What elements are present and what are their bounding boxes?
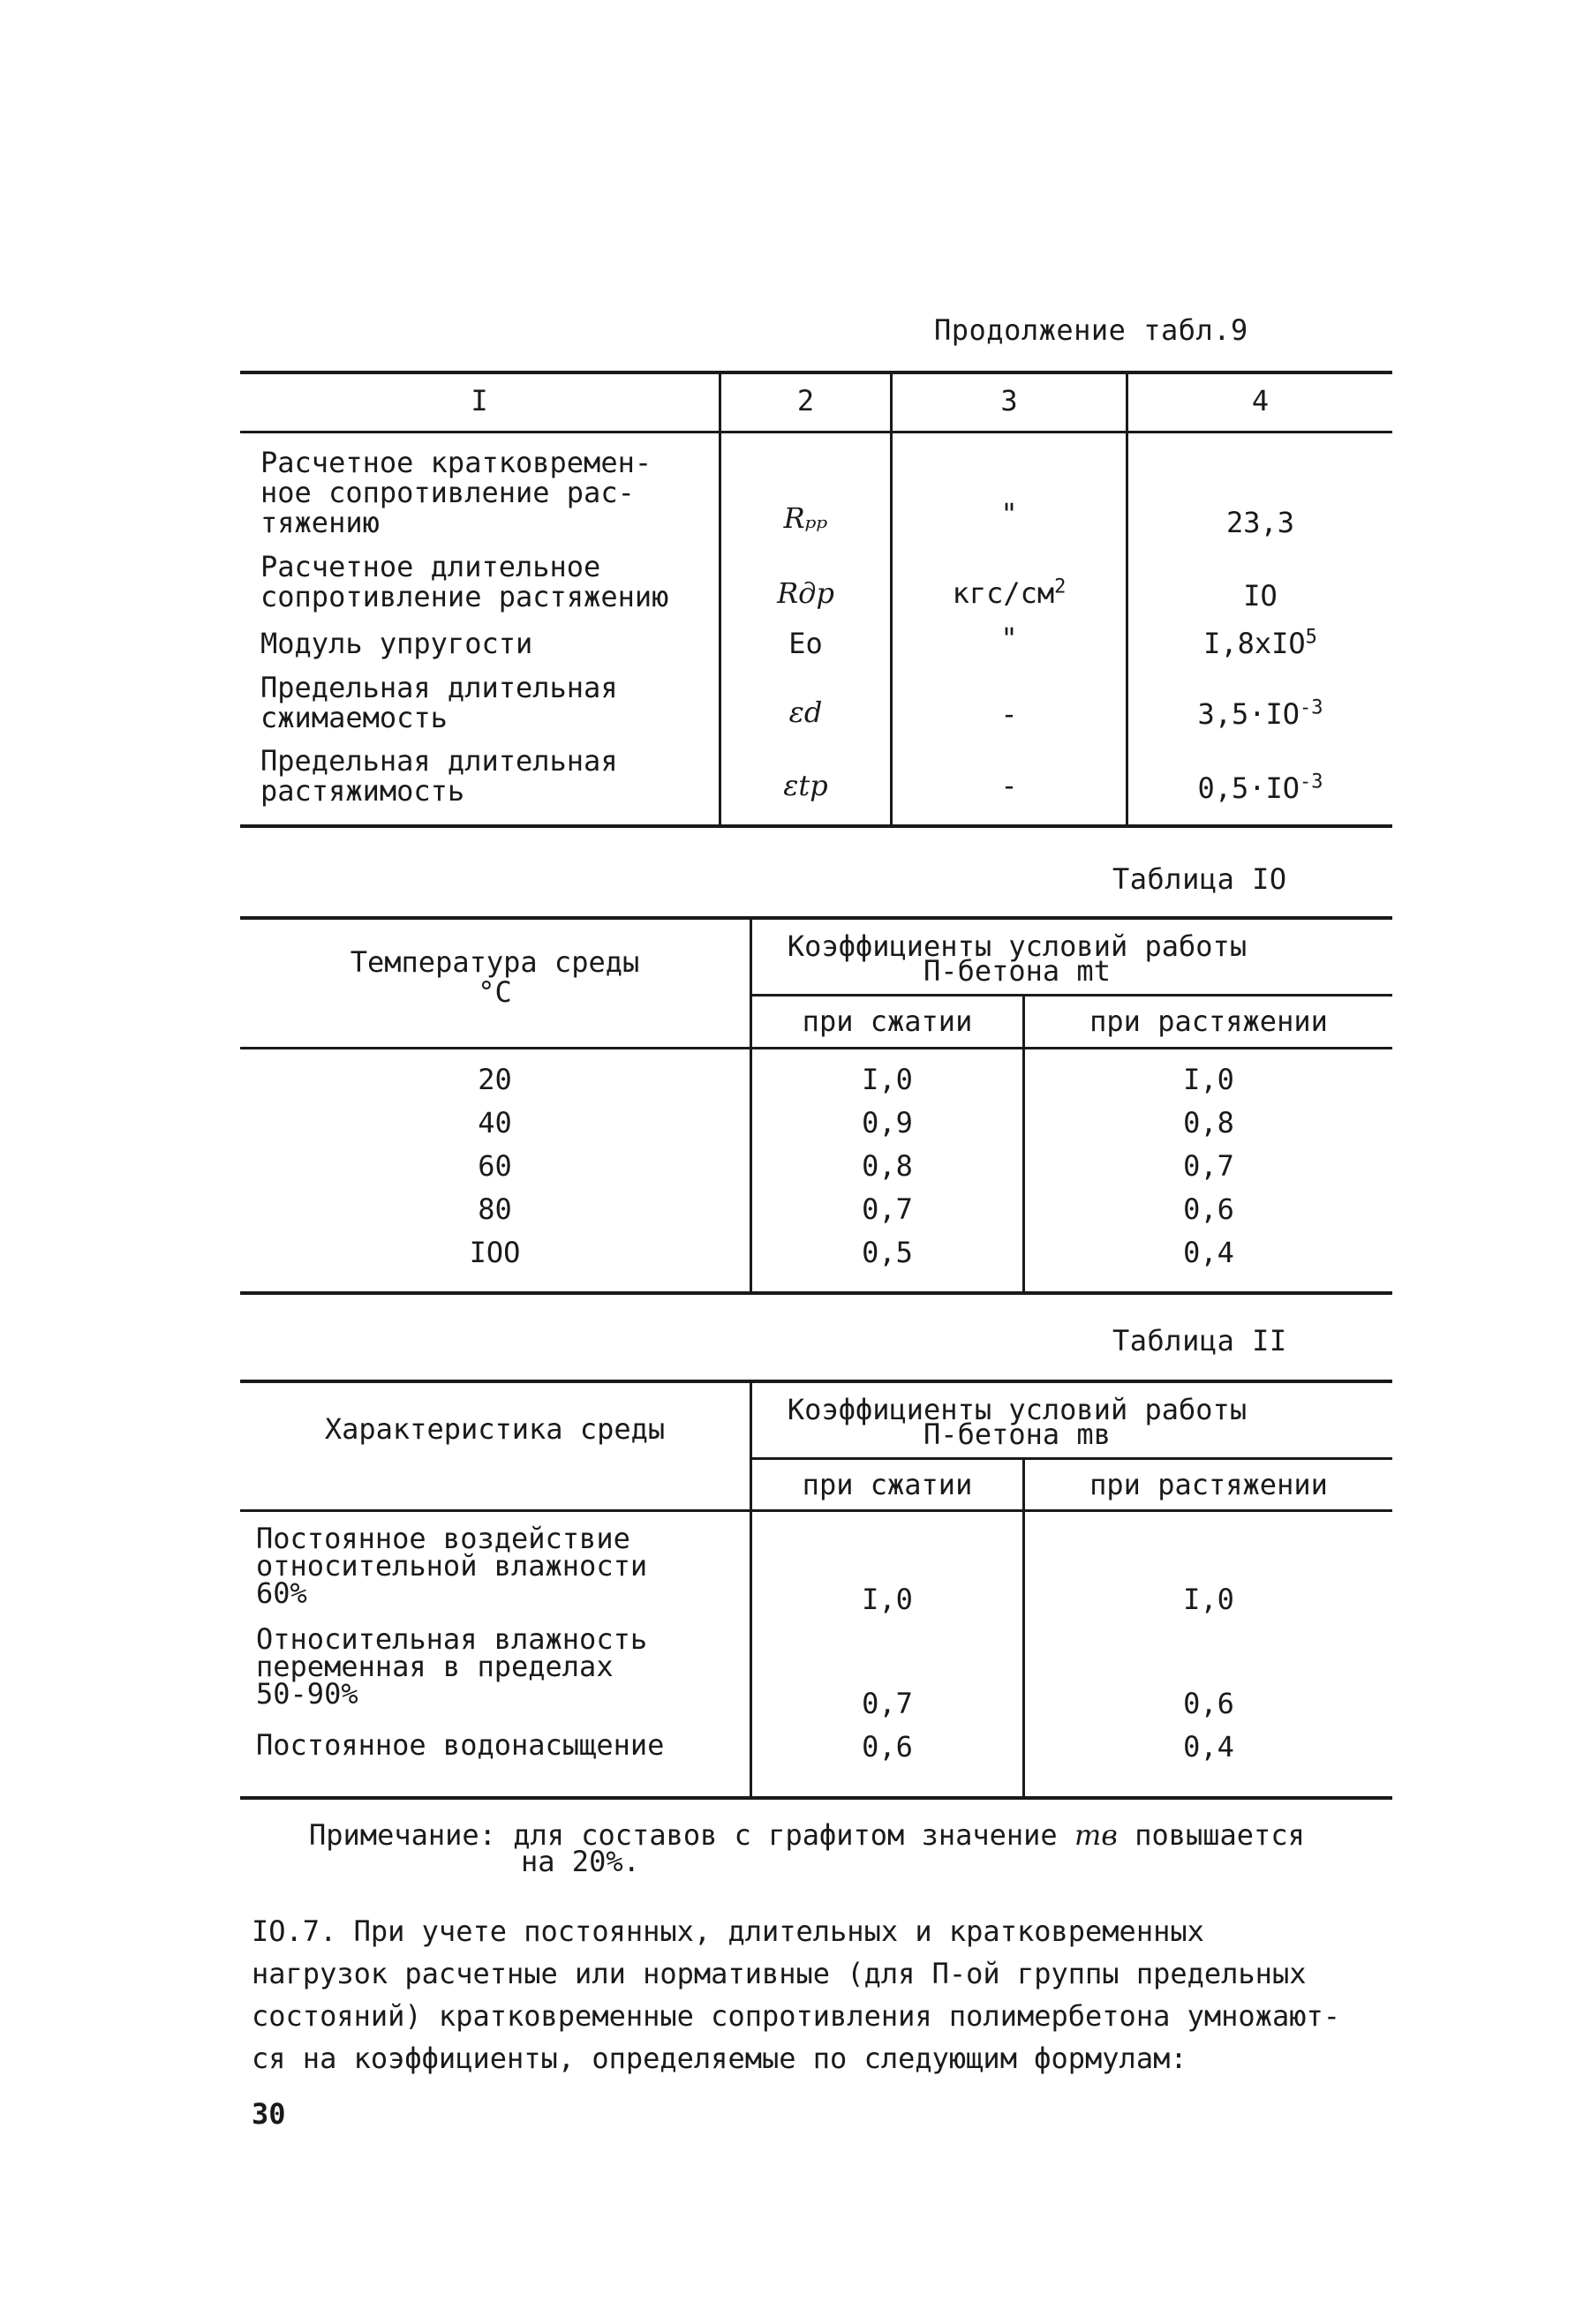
table9-row-value: 23,3 [1225,506,1295,539]
table11-top-rule [240,1380,1392,1383]
note-text-end: повышается [1134,1818,1305,1852]
note-label: Примечание: [309,1818,496,1852]
table10-compression: I,0 [862,1063,913,1096]
table9-top-rule [240,371,1392,374]
table10-header-rule [240,1047,1392,1049]
table10-temp: 60 [478,1149,512,1183]
table10-subheader-compression: при сжатии [802,1004,973,1038]
table9-row-symbol: Eo [788,627,823,660]
table10-compression: 0,8 [862,1149,913,1183]
table10-header-temperature: Температура среды °C [350,945,640,1009]
table10-compression: 0,9 [862,1106,913,1139]
table10-compression: 0,5 [862,1236,913,1269]
body-paragraph: IO.7. При учете постоянных, длительных и кратковременных нагрузок расчетные или нормативные (для П-ой группы предельных состояний) кратковременные сопротивления полимербетона умножают- ся на коэффициенты, определяемые по следующим формулам: [252,1914,1340,2075]
table9-caption: Продолжение табл.9 [934,313,1248,347]
table9-row-symbol: Rₚₚ [783,501,828,535]
table9-row-unit: - [1000,769,1018,802]
table9-row-unit: - [1000,697,1018,731]
table11-bottom-rule [240,1796,1392,1800]
table11-caption: Таблица II [1112,1324,1287,1358]
table11-subheader-rule [751,1457,1392,1460]
table11-tension: 0,4 [1183,1730,1234,1764]
table10-tension: 0,4 [1183,1236,1234,1269]
table11-subheader-tension: при растяжении [1089,1468,1328,1501]
note-text: для составов с графитом значение [513,1818,1058,1852]
table11-header-group: Коэффициенты условий работы П-бетона mв [787,1393,1248,1451]
table9-bottom-rule [240,824,1392,828]
table11-compression: 0,7 [862,1687,913,1720]
table11-subheader-compression: при сжатии [802,1468,973,1501]
table9-row-value: $0,5\cdot IO^{-3}$ [1197,771,1323,805]
table9-header-cell: 2 [796,384,815,417]
table10-caption: Таблица IO [1112,862,1287,896]
table10-subheader-rule [751,994,1392,997]
page-number: 30 [252,2097,286,2131]
table9-row-value: $3,5\cdot IO^{-3}$ [1197,696,1323,731]
table9-row-value: IO [1243,579,1278,613]
table10-compression: 0,7 [862,1192,913,1226]
table9-row-symbol: εtp [783,769,828,802]
table10-tension: 0,6 [1183,1192,1234,1226]
table9-header-cell: 3 [1000,384,1018,417]
table11-tension: 0,6 [1183,1687,1234,1720]
table9-row-name: Предельная длительная растяжимость [260,744,618,808]
table11-compression: 0,6 [862,1730,913,1764]
table11-header-rule [240,1509,1392,1512]
table9-row-value: I,8xIO$^5$ [1203,626,1317,660]
table10-tension: I,0 [1183,1063,1234,1096]
table11-row-name: Относительная влажность переменная в пределах 50-90% [256,1622,648,1711]
table9-row-unit: " [1000,621,1018,655]
table9-header-cell: 4 [1251,384,1270,417]
table9-row-symbol: Rдр [777,576,834,610]
table10-temp: 80 [478,1192,512,1226]
table10-temp: 40 [478,1106,512,1139]
table9-header-rule [240,431,1392,433]
note-line-2: на 20%. [521,1845,640,1878]
table10-temp: IOO [469,1236,521,1269]
table9-header-cell: I [471,384,488,417]
table10-tension: 0,8 [1183,1106,1234,1139]
table9-row-symbol: εd [788,696,823,729]
table9-row-name: Модуль упругости [260,627,533,660]
table9-row-unit: кгс/$см^2$ [952,575,1067,610]
table11-row-name: Постоянное водонасыщение [256,1728,665,1762]
table11-row-name: Постоянное воздействие относительной влажности 60% [256,1522,648,1610]
table11-tension: I,0 [1183,1583,1234,1616]
note-line-1 [309,1820,1305,1850]
note-symbol: mв [1074,1818,1118,1852]
table9-row-name: Предельная длительная сжимаемость [260,671,618,734]
table9-row-unit: " [1000,497,1018,530]
table10-temp: 20 [478,1063,512,1096]
table10-bottom-rule [240,1291,1392,1295]
table10-top-rule [240,916,1392,920]
table11-header-environment: Характеристика среды [324,1412,666,1446]
table10-subheader-tension: при растяжении [1089,1004,1328,1038]
table9-row-name: Расчетное кратковремен- ное сопротивление рас- тяжению [260,446,652,539]
table10-tension: 0,7 [1183,1149,1234,1183]
table9-row-name: Расчетное длительное сопротивление растяжению [260,550,669,613]
table11-compression: I,0 [862,1583,913,1616]
table10-header-group: Коэффициенты условий работы П-бетона mt [787,929,1248,988]
